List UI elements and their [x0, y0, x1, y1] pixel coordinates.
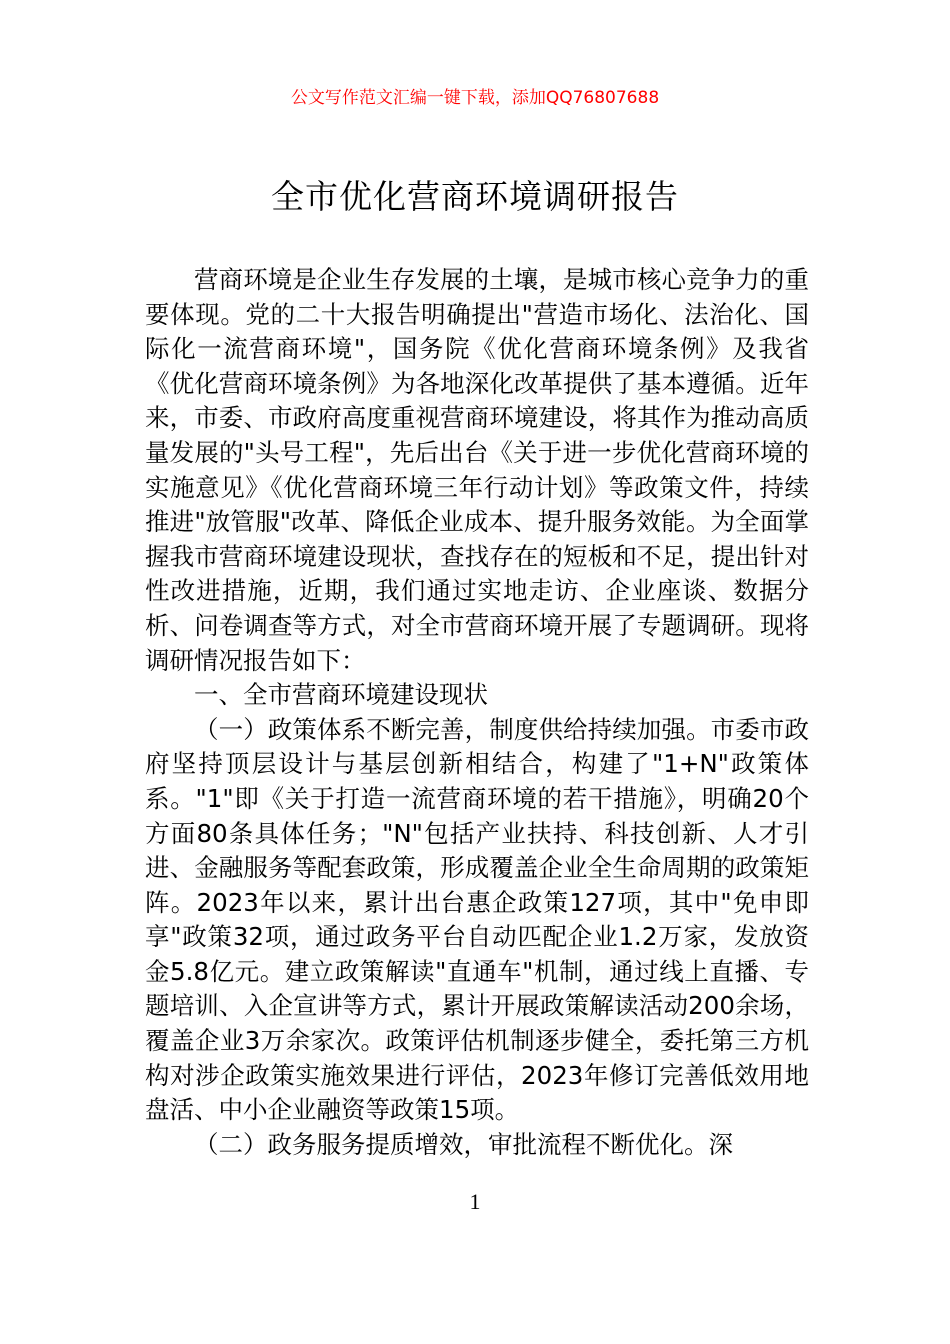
section-heading: 一、全市营商环境建设现状: [194, 680, 488, 710]
page-number: 1: [469, 1189, 481, 1214]
intro-paragraph: 营商环境是企业生存发展的土壤，是城市核心竞争力的重要体现。党的二十大报告明确提出"营造市场化、法治化、国际化一流营商环境"，国务院《优化营商环境条例》及我省《优化营商环境条例》为各地深化改革提供了基本遵循。近年来，市委、市政府高度重视营商环境建设，将其作为推动高质量发展的"头号工程"，先后出台《关于进一步优化营商环境的实施意见》《优化营商环境三年行动计划》等政策文件，持续推进"放管服"改革、降低企业成本、提升服务效能。为全面掌握我市营商环境建设现状，查找存在的短板和不足，提出针对性改进措施，近期，我们通过实地走访、企业座谈、数据分析、问卷调查等方式，对全市营商环境开展了专题调研。现将调研情况报告如下：: [145, 265, 809, 675]
document-body: [145, 263, 809, 1162]
policy-paragraph: （一）政策体系不断完善，制度供给持续加强。市委市政府坚持顶层设计与基层创新相结合，构建了"1+N"政策体系。"1"即《关于打造一流营商环境的若干措施》，明确20个方面80条具体任务；"N"包括产业扶持、科技创新、人才引进、金融服务等配套政策，形成覆盖企业全生命周期的政策矩阵。2023年以来，累计出台惠企政策127项，其中"免申即享"政策32项，通过政务平台自动匹配企业1.2万家，发放资金5.8亿元。建立政策解读"直通车"机制，通过线上直播、专题培训、入企宣讲等方式，累计开展政策解读活动200余场，覆盖企业3万余家次。政策评估机制逐步健全，委托第三方机构对涉企政策实施效果进行评估，2023年修订完善低效用地盘活、中小企业融资等政策15项。: [145, 714, 809, 1125]
download-banner[interactable]: 公文写作范文汇编一键下载，添加QQ76807688: [290, 88, 660, 108]
service-paragraph: （二）政务服务提质增效，审批流程不断优化。深: [194, 1129, 733, 1159]
document-title: 全市优化营商环境调研报告: [271, 177, 679, 216]
